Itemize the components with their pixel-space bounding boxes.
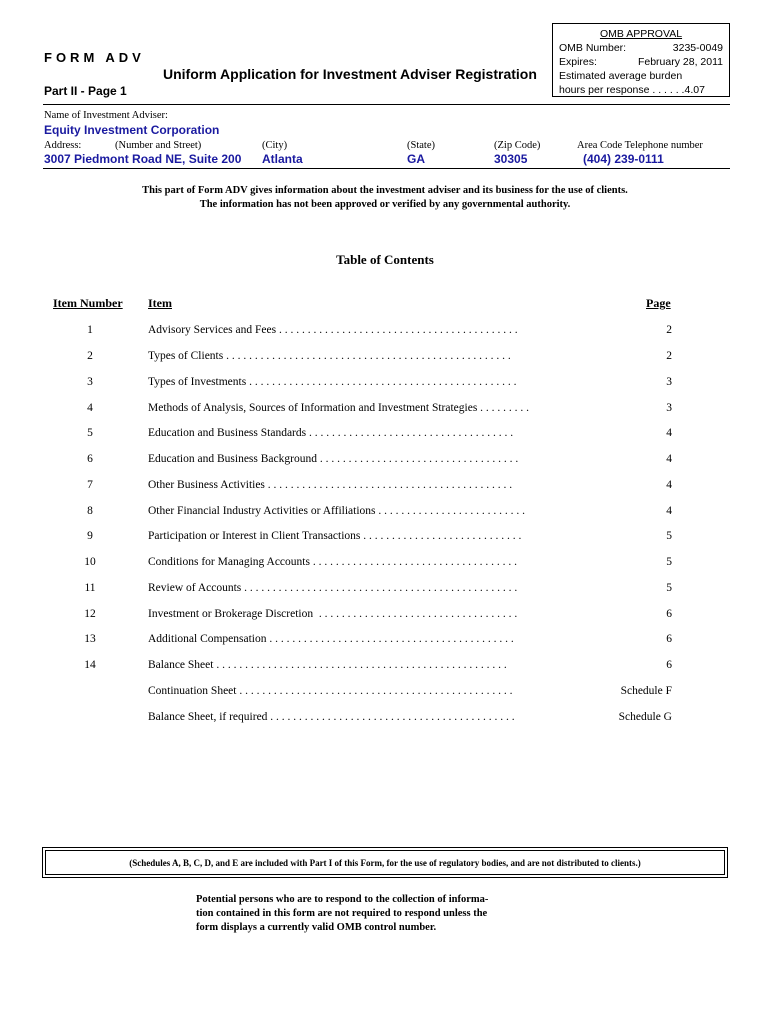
- toc-row: [0, 582, 770, 602]
- toc-row: [0, 659, 770, 679]
- toc-row-item: Other Business Activities . . . . . . . . . . . . . . . . . . . . . . . . . . . . . . . . . . . . . . . . . . .: [148, 479, 513, 491]
- toc-row-page: 3: [666, 402, 672, 414]
- toc-row: [0, 530, 770, 550]
- toc-row-number: 11: [84, 582, 96, 594]
- toc-row-number: 3: [87, 376, 93, 388]
- zip-value: 30305: [494, 152, 528, 166]
- toc-row-number: 5: [87, 427, 93, 439]
- toc-row-item: Advisory Services and Fees . . . . . . . . . . . . . . . . . . . . . . . . . . . . . . . . . . . . . . . . . .: [148, 324, 518, 336]
- omb-expires-label: Expires:: [559, 56, 597, 68]
- toc-row-page: 4: [666, 453, 672, 465]
- omb-title: OMB APPROVAL: [599, 28, 683, 40]
- part-label: Part II - Page 1: [44, 84, 127, 98]
- toc-header-item: Item: [148, 296, 172, 310]
- omb-number-label: OMB Number:: [559, 42, 627, 54]
- omb-approval-box: [552, 23, 730, 97]
- toc-row: [0, 479, 770, 499]
- toc-row: [0, 556, 770, 576]
- toc-row-item: Balance Sheet . . . . . . . . . . . . . . . . . . . . . . . . . . . . . . . . . . . . . . . . . . . . . . . . . . .: [148, 659, 507, 671]
- state-label: (State): [407, 140, 435, 151]
- notice-line-1: Potential persons who are to respond to the collection of informa-: [196, 894, 489, 905]
- toc-row: [0, 453, 770, 473]
- omb-number-row: [559, 41, 723, 55]
- toc-row: [0, 402, 770, 422]
- toc-row-item: Continuation Sheet . . . . . . . . . . . . . . . . . . . . . . . . . . . . . . . . . . . . . . . . . . . . . . . .: [148, 685, 513, 697]
- toc-row-page: 6: [666, 659, 672, 671]
- toc-row-number: 10: [84, 556, 96, 568]
- toc-row-number: 7: [87, 479, 93, 491]
- schedules-note-box: [42, 847, 728, 878]
- toc-row-page: 6: [666, 633, 672, 645]
- street-value: 3007 Piedmont Road NE, Suite 200: [44, 152, 242, 166]
- toc-row-item: Balance Sheet, if required . . . . . . . . . . . . . . . . . . . . . . . . . . . . . . . . . . . . . . . . . . .: [148, 711, 515, 723]
- toc-row-page: 5: [666, 582, 672, 594]
- toc-title: Table of Contents: [336, 252, 434, 267]
- toc-row-item: Other Financial Industry Activities or Affiliations . . . . . . . . . . . . . . . . . . . . . . . . . .: [148, 505, 526, 517]
- intro-text: [0, 184, 770, 212]
- toc-row-page: Schedule F: [620, 685, 672, 697]
- toc-row: [0, 711, 770, 731]
- address-divider: [43, 168, 730, 169]
- toc-row: [0, 350, 770, 370]
- zip-label: (Zip Code): [494, 140, 541, 151]
- adviser-name-value: Equity Investment Corporation: [44, 123, 220, 137]
- omb-burden-line2: hours per response . . . . . .4.07: [559, 84, 705, 96]
- toc-row-number: 14: [84, 659, 96, 671]
- toc-row-page: 3: [666, 376, 672, 388]
- omb-notice: [196, 893, 536, 935]
- omb-burden-line1: Estimated average burden: [559, 70, 683, 82]
- toc-row: [0, 324, 770, 344]
- page-title: Uniform Application for Investment Adviser Registration: [163, 66, 537, 82]
- toc-row-number: 8: [87, 505, 93, 517]
- toc-row: [0, 505, 770, 525]
- toc-row-item: Methods of Analysis, Sources of Information and Investment Strategies . . . . . . . . .: [148, 402, 530, 414]
- notice-line-3: form displays a currently valid OMB control number.: [196, 922, 437, 933]
- city-value: Atlanta: [262, 152, 303, 166]
- toc-row-number: 2: [87, 350, 93, 362]
- toc-row-item: Conditions for Managing Accounts . . . . . . . . . . . . . . . . . . . . . . . . . . . . . . . . . . . .: [148, 556, 517, 568]
- toc-row-page: 6: [666, 608, 672, 620]
- toc-row: [0, 376, 770, 396]
- toc-row-page: Schedule G: [618, 711, 672, 723]
- schedules-note: (Schedules A, B, C, D, and E are included with Part I of this Form, for the use of regulatory bodies, and are not distributed to clients.): [129, 858, 641, 868]
- city-label: (City): [262, 140, 288, 151]
- toc-row-number: 13: [84, 633, 96, 645]
- toc-row-number: 6: [87, 453, 93, 465]
- toc-row-page: 4: [666, 427, 672, 439]
- header-divider: [43, 104, 730, 105]
- toc-row-number: 12: [84, 608, 96, 620]
- adviser-name-label: Name of Investment Adviser:: [44, 110, 168, 121]
- toc-row: [0, 608, 770, 628]
- toc-row-number: 1: [87, 324, 93, 336]
- omb-number-value: 3235-0049: [672, 42, 723, 54]
- toc-row-number: 9: [87, 530, 93, 542]
- toc-row-page: 2: [666, 350, 672, 362]
- toc-row-item: Participation or Interest in Client Transactions . . . . . . . . . . . . . . . . . . . . . . . . . . . .: [148, 530, 522, 542]
- toc-row-page: 2: [666, 324, 672, 336]
- toc-header-item-number: Item Number: [53, 296, 123, 310]
- toc-row-item: Education and Business Standards . . . . . . . . . . . . . . . . . . . . . . . . . . . . . . . . . . . .: [148, 427, 514, 439]
- toc-row-item: Types of Clients . . . . . . . . . . . . . . . . . . . . . . . . . . . . . . . . . . . . . . . . . . . . . . . . . .: [148, 350, 511, 362]
- toc-header-page: Page: [646, 296, 671, 310]
- intro-line-2: The information has not been approved or verified by any governmental authority.: [199, 199, 571, 210]
- omb-expires-row: [559, 55, 723, 69]
- phone-value: (404) 239-0111: [583, 152, 664, 166]
- toc-row-item: Investment or Brokerage Discretion . . . . . . . . . . . . . . . . . . . . . . . . . . . . . . . . . . .: [148, 608, 518, 620]
- street-label: (Number and Street): [115, 140, 202, 151]
- form-label: FORM ADV: [44, 50, 145, 65]
- toc-row-number: 4: [87, 402, 93, 414]
- toc-row: [0, 427, 770, 447]
- toc-row-page: 5: [666, 530, 672, 542]
- toc-row-page: 5: [666, 556, 672, 568]
- toc-row: [0, 633, 770, 653]
- toc-row-item: Education and Business Background . . . . . . . . . . . . . . . . . . . . . . . . . . . . . . . . . . .: [148, 453, 519, 465]
- toc-row-item: Types of Investments . . . . . . . . . . . . . . . . . . . . . . . . . . . . . . . . . . . . . . . . . . . . . . .: [148, 376, 517, 388]
- toc-row: [0, 685, 770, 705]
- intro-line-1: This part of Form ADV gives information about the investment adviser and its business for the use of clients.: [142, 185, 628, 196]
- toc-row-item: Review of Accounts . . . . . . . . . . . . . . . . . . . . . . . . . . . . . . . . . . . . . . . . . . . . . . . .: [148, 582, 518, 594]
- toc-row-page: 4: [666, 505, 672, 517]
- address-label: Address:: [44, 140, 82, 151]
- toc-row-page: 4: [666, 479, 672, 491]
- state-value: GA: [407, 152, 425, 166]
- toc-row-item: Additional Compensation . . . . . . . . . . . . . . . . . . . . . . . . . . . . . . . . . . . . . . . . . . .: [148, 633, 514, 645]
- omb-expires-value: February 28, 2011: [637, 56, 723, 68]
- notice-line-2: tion contained in this form are not required to respond unless the: [196, 908, 488, 919]
- phone-label: Area Code Telephone number: [577, 140, 703, 151]
